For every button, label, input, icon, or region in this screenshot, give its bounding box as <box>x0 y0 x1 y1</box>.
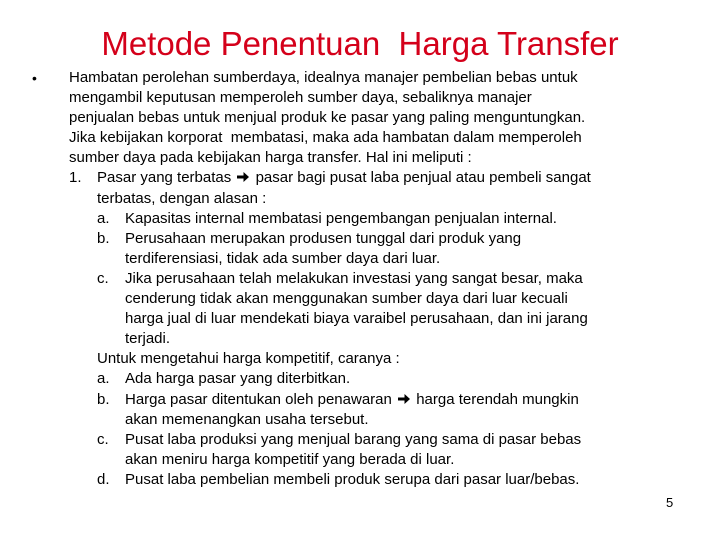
reason-c <box>69 269 709 289</box>
way-text: Pusat laba produksi yang menjual barang yang sama di pasar bebas <box>125 430 582 448</box>
way-d <box>69 470 709 490</box>
competitive-heading: Untuk mengetahui harga kompetitif, caranya : <box>97 350 400 368</box>
intro-line: sumber daya pada kebijakan harga transfer. Hal ini meliputi : <box>69 149 472 167</box>
way-text: Pusat laba pembelian membeli produk serupa dari pasar luar/bebas. <box>125 470 580 488</box>
sub-marker: c. <box>97 269 109 287</box>
list-item-1 <box>69 168 709 188</box>
way-b <box>69 390 709 410</box>
right-arrow-icon <box>397 393 411 405</box>
slide-body <box>69 68 709 490</box>
way-text-a: Harga pasar ditentukan oleh penawaran <box>125 390 392 408</box>
sub-marker: a. <box>97 370 110 388</box>
sub-marker: c. <box>97 430 109 448</box>
reason-a <box>69 209 709 229</box>
reason-text: Kapasitas internal membatasi pengembangan penjualan internal. <box>125 209 557 227</box>
item1-text-a: Pasar yang terbatas <box>97 169 232 187</box>
intro-line: Jika kebijakan korporat membatasi, maka ada hambatan dalam memperoleh <box>69 129 582 147</box>
sub-marker: b. <box>97 390 110 408</box>
right-arrow-icon <box>236 171 250 183</box>
reason-text-cont: harga jual di luar mendekati biaya varaibel perusahaan, dan ini jarang <box>125 310 588 328</box>
sub-marker: d. <box>97 470 110 488</box>
sub-marker: a. <box>97 209 110 227</box>
page-number: 5 <box>666 495 674 510</box>
way-text-cont: akan meniru harga kompetitif yang berada di luar. <box>125 450 455 468</box>
intro-line: penjualan bebas untuk menjual produk ke pasar yang paling menguntungkan. <box>69 109 586 127</box>
intro-line: mengambil keputusan memperoleh sumber daya, sebaliknya manajer <box>69 89 532 107</box>
bullet-marker: • <box>32 70 37 86</box>
intro-line: Hambatan perolehan sumberdaya, idealnya manajer pembelian bebas untuk <box>69 69 578 86</box>
reason-text-cont: terdiferensiasi, tidak ada sumber daya dari luar. <box>125 249 441 267</box>
way-text-cont: akan memenangkan usaha tersebut. <box>125 410 369 428</box>
item1-text-b: pasar bagi pusat laba penjual atau pembeli sangat <box>255 169 591 187</box>
reason-text: Perusahaan merupakan produsen tunggal dari produk yang <box>125 229 522 247</box>
reason-text-cont: terjadi. <box>125 330 171 348</box>
reason-b <box>69 229 709 249</box>
way-a <box>69 369 709 389</box>
list-marker: 1. <box>69 169 82 187</box>
item1-continuation: terbatas, dengan alasan : <box>97 189 267 207</box>
way-text: Ada harga pasar yang diterbitkan. <box>125 370 351 388</box>
way-c <box>69 430 709 450</box>
reason-text-cont: cenderung tidak akan menggunakan sumber daya dari luar kecuali <box>125 290 568 308</box>
reason-text: Jika perusahaan telah melakukan investasi yang sangat besar, maka <box>125 269 583 287</box>
way-text-b: harga terendah mungkin <box>416 390 579 408</box>
sub-marker: b. <box>97 229 110 247</box>
slide-title: Metode Penentuan Harga Transfer <box>101 25 619 62</box>
